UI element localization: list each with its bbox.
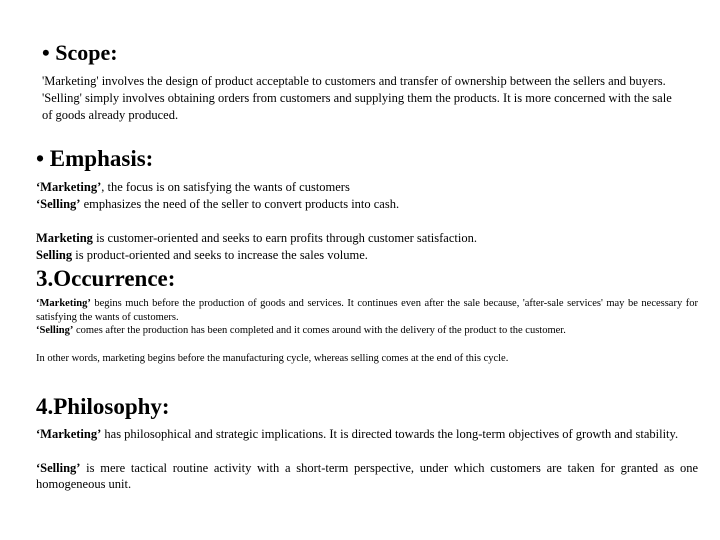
emphasis-marketing-text: , the focus is on satisfying the wants of customers bbox=[101, 180, 350, 195]
term-marketing: ‘Marketing’ bbox=[36, 427, 102, 442]
emphasis-selling-line bbox=[36, 196, 686, 213]
occurrence-marketing-paragraph bbox=[36, 297, 698, 324]
philosophy-selling-paragraph bbox=[36, 460, 698, 492]
scope-marketing-paragraph: 'Marketing' involves the design of product acceptable to customers and transfer of ownership between the sellers and buyers. bbox=[42, 74, 666, 89]
occurrence-heading: 3.Occurrence: bbox=[36, 266, 176, 291]
term-marketing-plain: Marketing bbox=[36, 231, 93, 246]
scope-selling-paragraph: 'Selling' simply involves obtaining orders from customers and supplying them the products. It is more concerned with the sale of goods already produced. bbox=[42, 91, 672, 123]
selling-orientation-text: is product-oriented and seeks to increase the sales volume. bbox=[72, 248, 368, 263]
philosophy-marketing-paragraph bbox=[36, 426, 698, 442]
term-marketing: ‘Marketing’ bbox=[36, 180, 102, 195]
emphasis-section bbox=[36, 146, 686, 264]
occurrence-selling-text: comes after the production has been completed and it comes around with the delivery of the product to the customer. bbox=[73, 325, 566, 337]
emphasis-selling-text: emphasizes the need of the seller to convert products into cash. bbox=[80, 197, 400, 212]
term-selling-plain: Selling bbox=[36, 248, 73, 263]
term-selling: ‘Selling’ bbox=[36, 197, 81, 212]
term-marketing: ‘Marketing’ bbox=[36, 298, 91, 310]
emphasis-marketing-line bbox=[36, 179, 686, 196]
occurrence-summary-paragraph: In other words, marketing begins before the manufacturing cycle, whereas selling comes at the end of this cycle. bbox=[36, 352, 509, 364]
scope-section bbox=[42, 40, 682, 124]
scope-heading: • Scope: bbox=[42, 40, 118, 65]
marketing-orientation-text: is customer-oriented and seeks to earn profits through customer satisfaction. bbox=[92, 231, 477, 246]
term-selling: ‘Selling’ bbox=[36, 325, 74, 337]
occurrence-selling-paragraph bbox=[36, 324, 698, 338]
selling-orientation-line bbox=[36, 247, 686, 264]
philosophy-heading: 4.Philosophy: bbox=[36, 394, 170, 419]
philosophy-section bbox=[36, 394, 698, 492]
marketing-orientation-line bbox=[36, 230, 686, 247]
occurrence-section bbox=[36, 266, 698, 365]
philosophy-marketing-text: has philosophical and strategic implications. It is directed towards the long-term objectives of growth and stability. bbox=[101, 427, 679, 442]
philosophy-selling-text: is mere tactical routine activity with a short-term perspective, under which customers are taken for granted as one homogeneous unit. bbox=[36, 461, 698, 492]
occurrence-marketing-text: begins much before the production of goods and services. It continues even after the sale because, 'after-sale services' may be necessary for satisfying the wants of customers. bbox=[36, 298, 698, 323]
emphasis-heading: • Emphasis: bbox=[36, 146, 154, 171]
term-selling: ‘Selling’ bbox=[36, 461, 81, 476]
